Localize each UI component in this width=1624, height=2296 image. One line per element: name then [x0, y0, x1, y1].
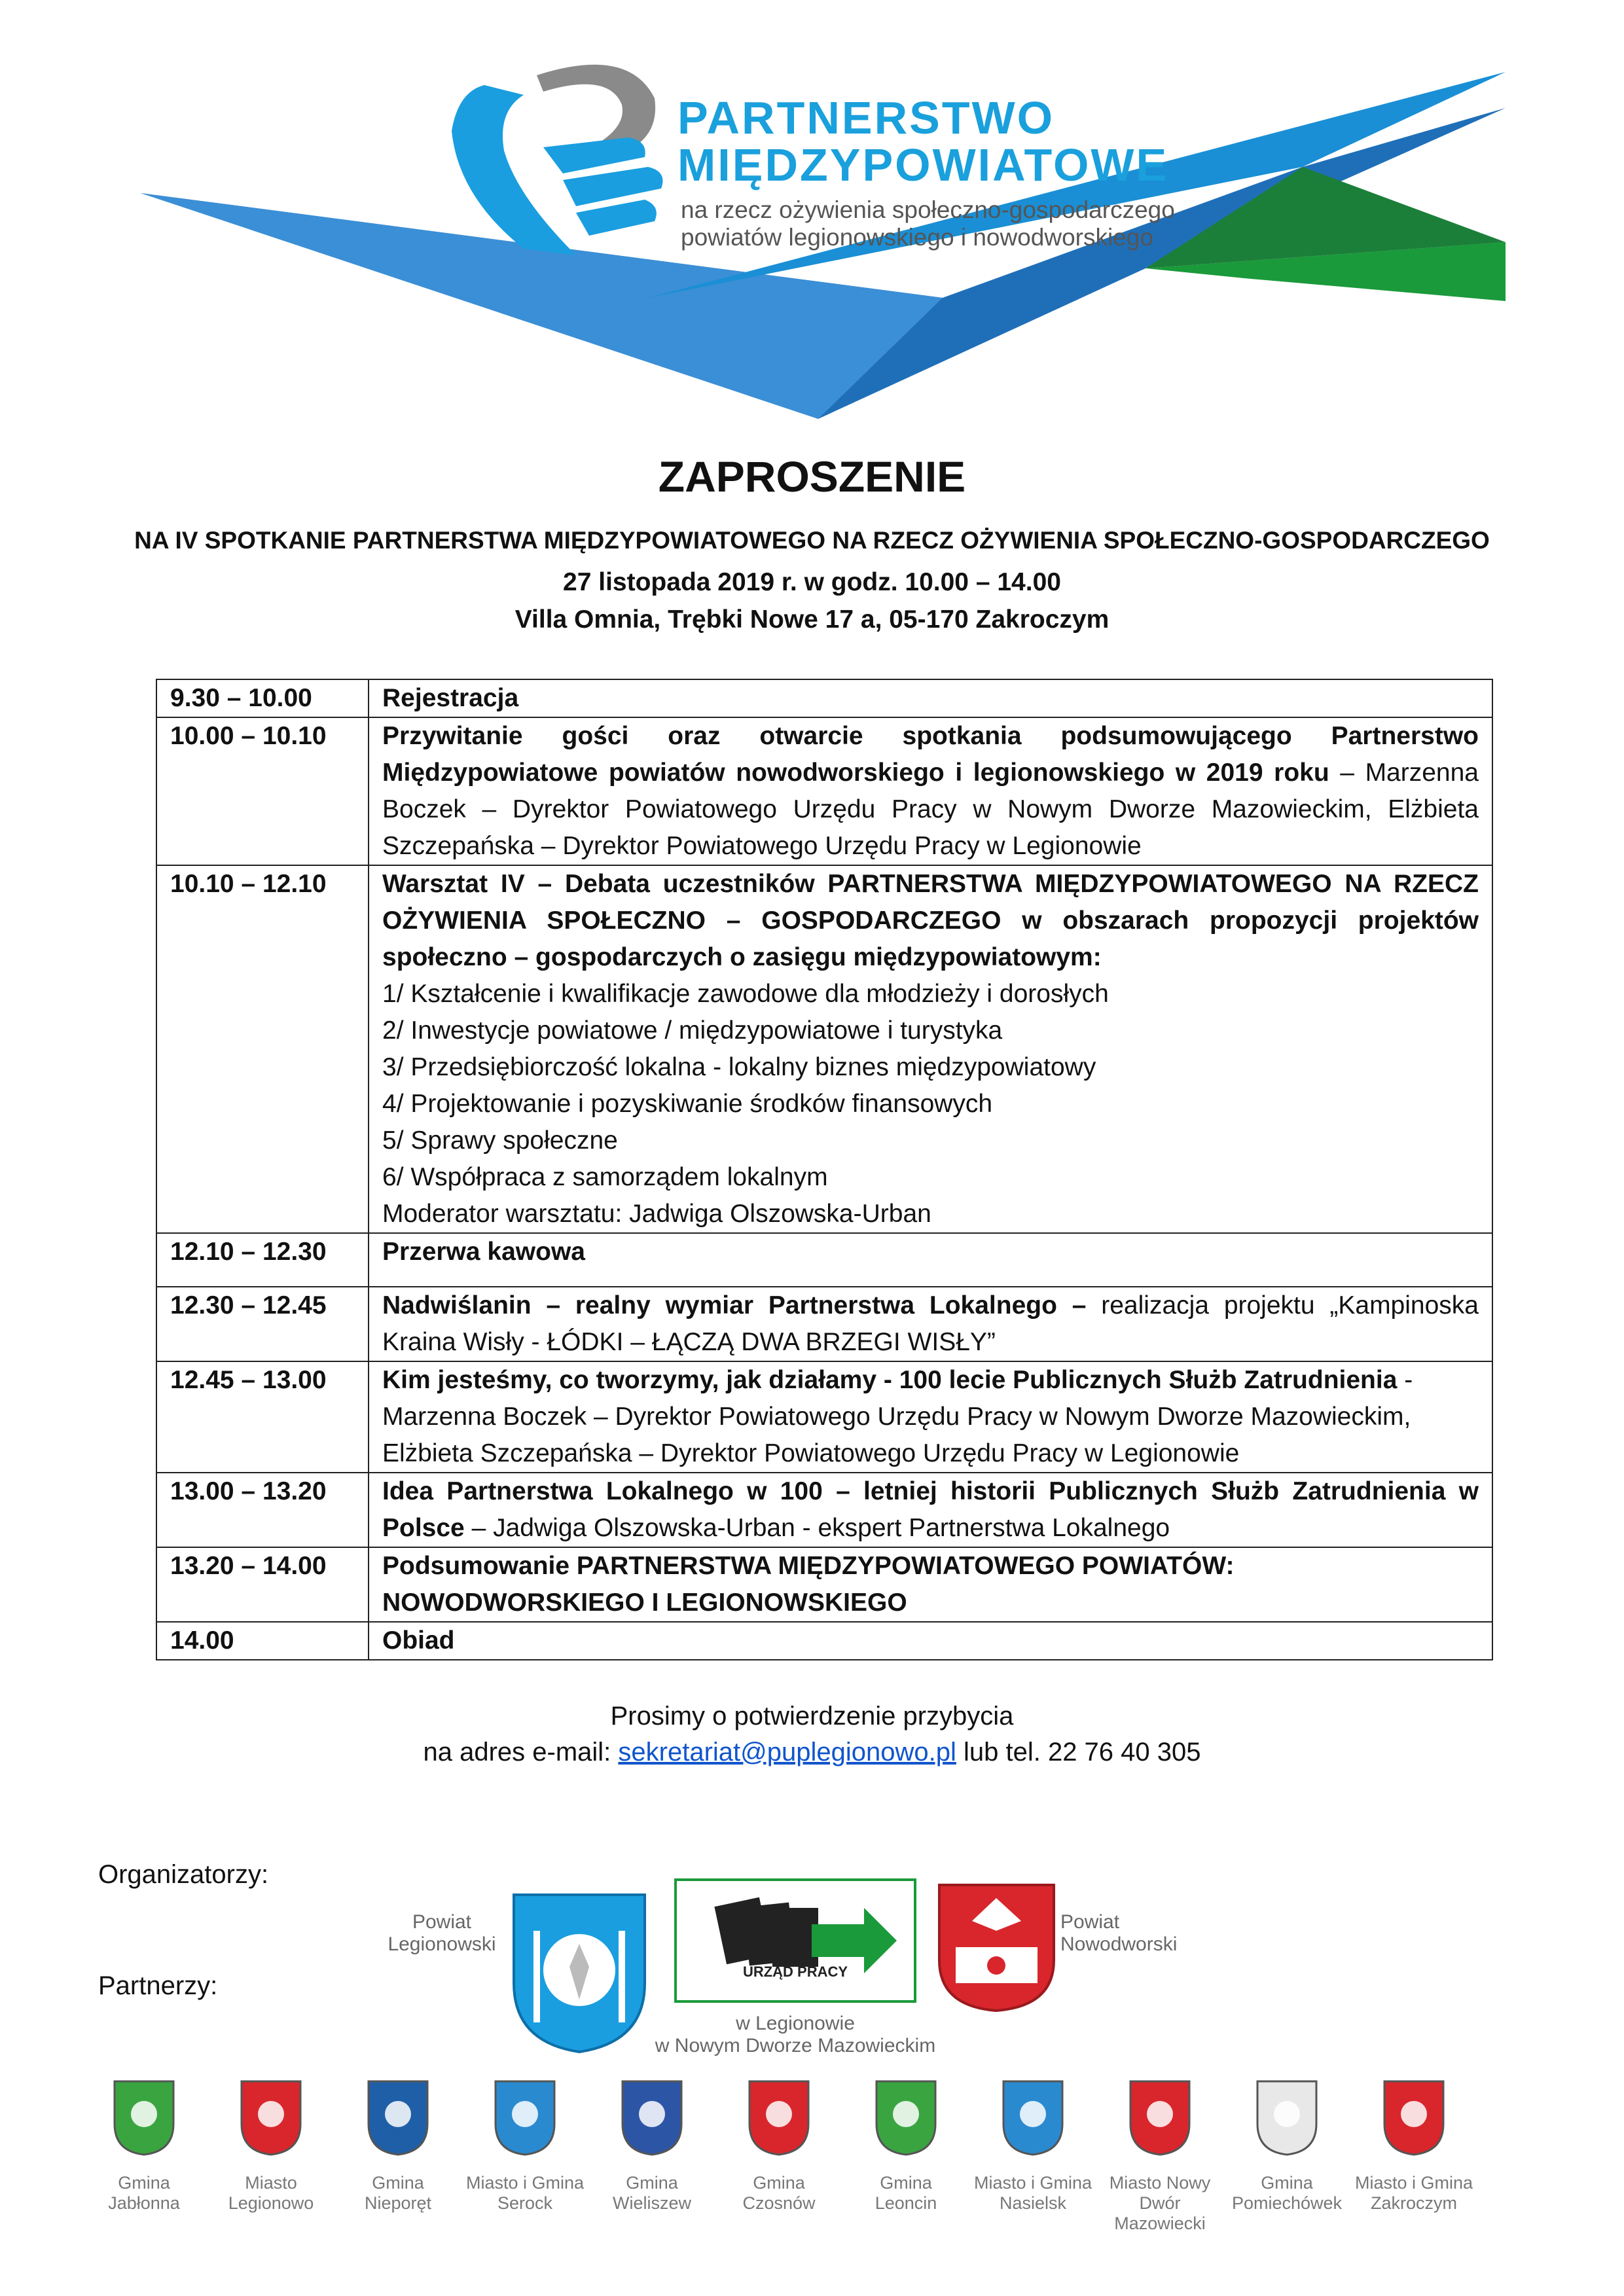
agenda-topic: 3/ Przedsiębiorczość lokalna - lokalny biznes międzypowiatowy	[382, 1053, 1096, 1081]
urzad-pracy-logo-icon	[674, 1878, 916, 2003]
agenda-title: Obiad	[382, 1626, 455, 1655]
agenda-moderator: Moderator warsztatu: Jadwiga Olszowska-Urban	[382, 1200, 931, 1228]
partner-item	[1221, 2078, 1352, 2214]
partners-label: Partnerzy:	[98, 1971, 218, 2000]
nieporet-crest-icon	[333, 2078, 463, 2157]
partner-name-line2: Wieliszew	[612, 2193, 691, 2213]
pomiechowek-crest-icon	[1221, 2078, 1352, 2157]
agenda-time: 12.45 – 13.00	[156, 1361, 369, 1473]
agenda-description	[369, 717, 1492, 865]
agenda-title: Nadwiślanin – realny wymiar Partnerstwa Lokalnego –	[382, 1291, 1087, 1319]
agenda-topic: 6/ Współpraca z samorządem lokalnym	[382, 1163, 828, 1191]
rsvp-contact	[0, 1738, 1624, 1767]
agenda-description	[369, 865, 1492, 1233]
table-row	[156, 679, 1492, 717]
leoncin-crest-icon	[840, 2078, 971, 2157]
agenda-time: 14.00	[156, 1622, 369, 1660]
partner-name-line1: Gmina	[626, 2173, 678, 2193]
partner-name-line2: Zakroczym	[1370, 2193, 1457, 2213]
agenda-time: 13.00 – 13.20	[156, 1473, 369, 1547]
organizers-label: Organizatorzy:	[98, 1860, 269, 1889]
partner-name-line2: Nasielsk	[999, 2193, 1067, 2213]
agenda-details: - Marzenna Boczek – Dyrektor Powiatowego Urzędu Pracy w Nowym Dworze Mazowieckim, Elżbieta Szczepańska – Dyrektor Powiatowego Urzędu Pracy w Legionowie	[382, 1366, 1413, 1467]
partner-name-line2: Leoncin	[875, 2193, 937, 2213]
page-title: ZAPROSZENIE	[658, 452, 966, 501]
agenda-time: 12.10 – 12.30	[156, 1233, 369, 1287]
partner-name-line2: Serock	[497, 2193, 553, 2213]
agenda-description	[369, 1473, 1492, 1547]
partner-name-line2: Legionowo	[228, 2193, 314, 2213]
urzad-pracy-location-2: w Nowym Dworze Mazowieckim	[655, 2035, 936, 2056]
partner-name-line2: Czosnów	[742, 2193, 816, 2213]
table-row	[156, 1547, 1492, 1622]
table-row	[156, 1473, 1492, 1547]
partner-item	[840, 2078, 971, 2214]
event-date: 27 listopada 2019 r. w godz. 10.00 – 14.00	[563, 568, 1061, 596]
powiat-nowodworski-crest-icon	[936, 1882, 1057, 2013]
agenda-description	[369, 1287, 1492, 1361]
agenda-details: realizacja projektu „Kampinoska Kraina Wisły - ŁÓDKI – ŁĄCZĄ DWA BRZEGI WISŁY”	[382, 1291, 1479, 1356]
table-row	[156, 717, 1492, 865]
agenda-topic: 1/ Kształcenie i kwalifikacje zawodowe dla młodzieży i dorosłych	[382, 980, 1109, 1008]
agenda-title: Przywitanie gości oraz otwarcie spotkania podsumowującego Partnerstwo Międzypowiatowe powiatów nowodworskiego i legionowskiego w 2019 roku	[382, 722, 1479, 787]
powiat-legionowski-line1: Powiat	[412, 1911, 472, 1933]
agenda-title: Rejestracja	[382, 684, 519, 712]
table-row	[156, 1361, 1492, 1473]
agenda-time: 9.30 – 10.00	[156, 679, 369, 717]
partner-item	[1348, 2078, 1479, 2214]
event-subtitle: NA IV SPOTKANIE PARTNERSTWA MIĘDZYPOWIATOWEGO NA RZECZ OŻYWIENIA SPOŁECZNO-GOSPODARCZEGO	[134, 527, 1490, 554]
agenda-details: – Jadwiga Olszowska-Urban - ekspert Partnerstwa Lokalnego	[464, 1514, 1170, 1542]
powiat-nowodworski-line2: Nowodworski	[1060, 1933, 1178, 1955]
partner-name-line2: Pomiechówek	[1231, 2193, 1343, 2213]
logo-title-line2: MIĘDZYPOWIATOWE	[677, 139, 1169, 190]
powiat-nowodworski-line1: Powiat	[1060, 1911, 1120, 1933]
partner-name-line1: Miasto	[245, 2173, 297, 2193]
urzad-pracy-location-1: w Legionowie	[736, 2013, 855, 2034]
agenda-description	[369, 1361, 1492, 1473]
agenda-title: Kim jesteśmy, co tworzymy, jak działamy - 100 lecie Publicznych Służb Zatrudnienia	[382, 1366, 1398, 1394]
partner-name-line1: Gmina	[1261, 2173, 1313, 2193]
zakroczym-crest-icon	[1348, 2078, 1479, 2157]
partner-name-line1: Gmina	[880, 2173, 932, 2193]
partner-name-line1: Miasto i Gmina	[465, 2173, 585, 2193]
czosnow-crest-icon	[713, 2078, 844, 2157]
agenda-description	[369, 1547, 1492, 1622]
table-row	[156, 1622, 1492, 1660]
partner-name-line1: Miasto Nowy Dwór	[1109, 2173, 1211, 2213]
partner-item	[460, 2078, 590, 2214]
logo-tagline-line2: powiatów legionowskiego i nowodworskiego	[681, 224, 1153, 251]
nasielsk-crest-icon	[967, 2078, 1098, 2157]
partnership-logo-icon	[452, 65, 663, 255]
agenda-topic: 2/ Inwestycje powiatowe / międzypowiatowe i turystyka	[382, 1016, 1003, 1045]
agenda-time: 10.00 – 10.10	[156, 717, 369, 865]
logo-title-line1: PARTNERSTWO	[677, 92, 1055, 143]
serock-crest-icon	[460, 2078, 590, 2157]
jablonna-crest-icon	[79, 2078, 209, 2157]
powiat-legionowski-line2: Legionowski	[388, 1933, 496, 1955]
agenda-table	[156, 679, 1493, 1660]
powiat-legionowski-label	[380, 1911, 504, 1956]
urzad-pracy-name: URZĄD PRACY	[742, 1964, 848, 1980]
partner-item	[206, 2078, 336, 2214]
nowy-dwor-crest-icon	[1094, 2078, 1225, 2157]
partner-name-line2: Mazowiecki	[1114, 2214, 1206, 2233]
agenda-description	[369, 1622, 1492, 1660]
partner-name-line1: Miasto i Gmina	[973, 2173, 1092, 2193]
partner-item	[79, 2078, 209, 2214]
partner-crests-row	[79, 2078, 1551, 2233]
partner-item	[333, 2078, 463, 2214]
table-row	[156, 1287, 1492, 1361]
partner-name-line1: Gmina	[118, 2173, 170, 2193]
rsvp-request: Prosimy o potwierdzenie przybycia	[610, 1702, 1014, 1731]
wieliszew-crest-icon	[586, 2078, 717, 2157]
table-row	[156, 1233, 1492, 1287]
agenda-title: Podsumowanie PARTNERSTWA MIĘDZYPOWIATOWEGO POWIATÓW: NOWODWORSKIEGO I LEGIONOWSKIEGO	[382, 1552, 1235, 1617]
rsvp-phone: lub tel. 22 76 40 305	[956, 1738, 1201, 1767]
urzad-pracy-locations	[576, 2013, 1015, 2057]
agenda-description	[369, 1233, 1492, 1287]
agenda-title: Warsztat IV – Debata uczestników PARTNERSTWA MIĘDZYPOWIATOWEGO NA RZECZ OŻYWIENIA SPOŁECZNO – GOSPODARCZEGO w obszarach propozycji projektów społeczno – gospodarczych o zasięgu międzypowiatowym:	[382, 870, 1479, 971]
powiat-nowodworski-label	[1060, 1911, 1191, 1956]
partner-name-line2: Jabłonna	[108, 2193, 180, 2213]
legionowo-crest-icon	[206, 2078, 336, 2157]
agenda-title: Idea Partnerstwa Lokalnego w 100 – letniej historii Publicznych Służb Zatrudnienia w Polsce	[382, 1477, 1479, 1542]
agenda-time: 10.10 – 12.10	[156, 865, 369, 1233]
partner-item	[713, 2078, 844, 2214]
agenda-time: 13.20 – 14.00	[156, 1547, 369, 1622]
rsvp-email-prefix: na adres e-mail:	[423, 1738, 619, 1767]
rsvp-email-link[interactable]: sekretariat@puplegionowo.pl	[618, 1738, 956, 1767]
table-row	[156, 865, 1492, 1233]
partner-name-line1: Miasto i Gmina	[1354, 2173, 1473, 2193]
partner-item	[1094, 2078, 1225, 2234]
agenda-details: – Marzenna Boczek – Dyrektor Powiatowego Urzędu Pracy w Nowym Dworze Mazowieckim, Elżbieta Szczepańska – Dyrektor Powiatowego Urzędu Pracy w Legionowie	[382, 759, 1479, 860]
partner-item	[586, 2078, 717, 2214]
partner-name-line2: Nieporęt	[364, 2193, 432, 2213]
partner-name-line1: Gmina	[753, 2173, 805, 2193]
event-venue: Villa Omnia, Trębki Nowe 17 a, 05-170 Zakroczym	[514, 605, 1110, 634]
logo-tagline-line1: na rzecz ożywienia społeczno-gospodarczego	[681, 196, 1175, 223]
agenda-description	[369, 679, 1492, 717]
agenda-topic: 4/ Projektowanie i pozyskiwanie środków finansowych	[382, 1090, 993, 1118]
partner-item	[967, 2078, 1098, 2214]
partner-name-line1: Gmina	[372, 2173, 424, 2193]
agenda-title: Przerwa kawowa	[382, 1238, 585, 1266]
agenda-topic: 5/ Sprawy społeczne	[382, 1126, 618, 1155]
agenda-time: 12.30 – 12.45	[156, 1287, 369, 1361]
